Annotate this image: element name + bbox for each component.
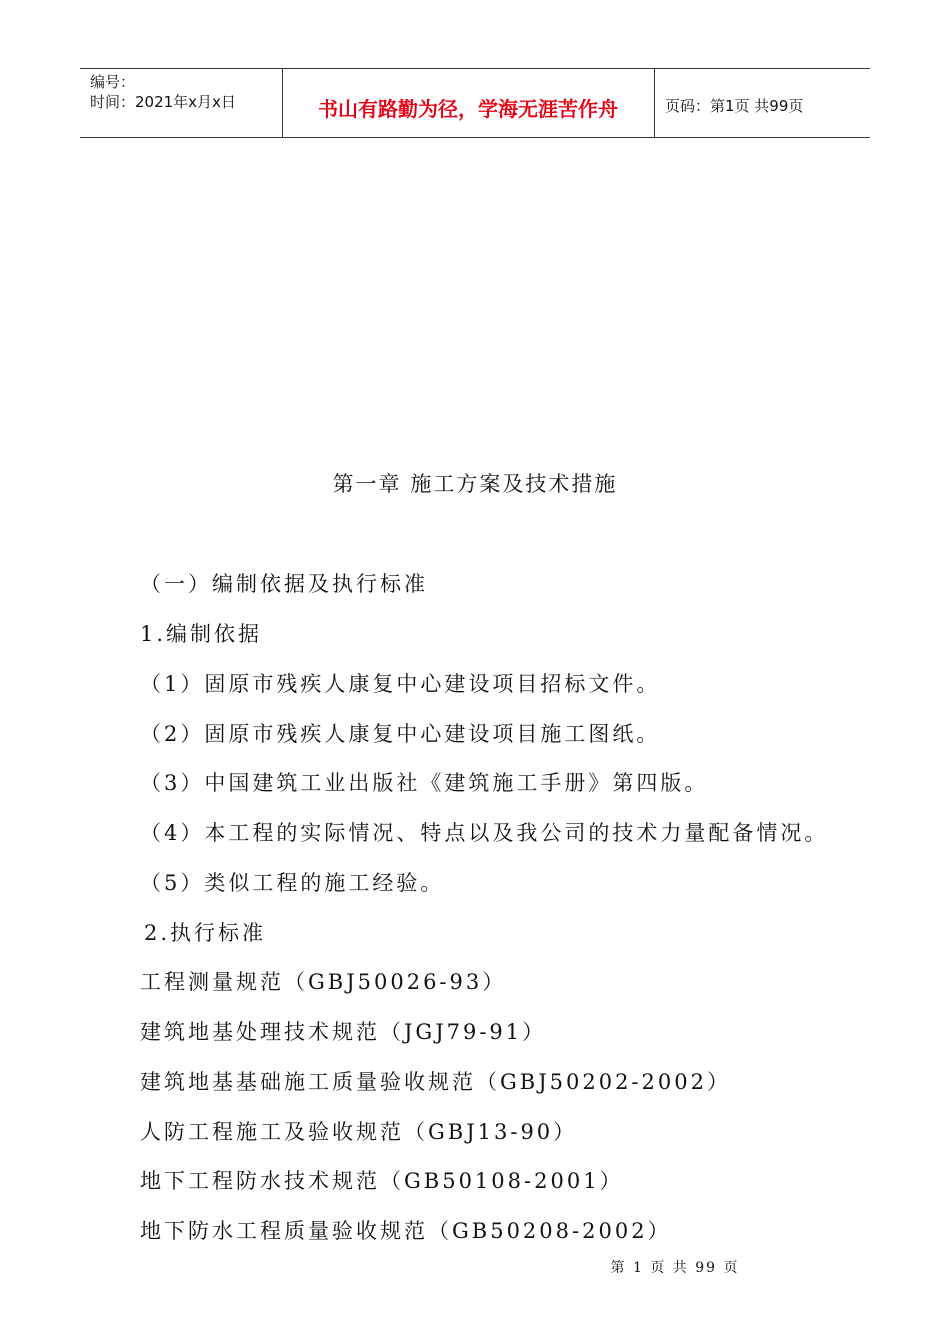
page-footer: 第 1 页 共 99 页 xyxy=(610,1260,740,1276)
standard-item: 建筑地基基础施工质量验收规范（GBJ50202-2002） xyxy=(140,1070,731,1094)
standard-item: 建筑地基处理技术规范（JGJ79-91） xyxy=(140,1020,547,1044)
section-title: （一）编制依据及执行标准 xyxy=(140,572,428,596)
header-motto-cell xyxy=(282,69,655,137)
basis-item: （3）中国建筑工业出版社《建筑施工手册》第四版。 xyxy=(140,771,709,795)
header-page-cell xyxy=(655,69,870,137)
standards-heading: 2.执行标准 xyxy=(144,921,267,945)
basis-item: （5）类似工程的施工经验。 xyxy=(140,871,445,895)
basis-item: （4）本工程的实际情况、特点以及我公司的技术力量配备情况。 xyxy=(140,821,829,845)
basis-item: （1）固原市残疾人康复中心建设项目招标文件。 xyxy=(140,672,661,696)
header-meta-cell xyxy=(80,69,283,137)
header-page-info: 页码：第1页 共99页 xyxy=(665,97,804,115)
standard-item: 人防工程施工及验收规范（GBJ13-90） xyxy=(140,1120,578,1144)
standard-item: 地下工程防水技术规范（GB50108-2001） xyxy=(140,1169,624,1193)
chapter-title: 第一章 施工方案及技术措施 xyxy=(332,472,618,496)
standard-item: 地下防水工程质量验收规范（GB50208-2002） xyxy=(140,1219,672,1243)
page-header xyxy=(80,68,870,138)
basis-item: （2）固原市残疾人康复中心建设项目施工图纸。 xyxy=(140,722,661,746)
standard-item: 工程测量规范（GBJ50026-93） xyxy=(140,970,507,994)
document-number-label: 编号： xyxy=(90,73,136,91)
basis-heading: 1.编制依据 xyxy=(140,622,263,646)
header-motto: 书山有路勤为径，学海无涯苦作舟 xyxy=(318,97,618,121)
document-time-label: 时间：2021年x月x日 xyxy=(90,93,236,111)
